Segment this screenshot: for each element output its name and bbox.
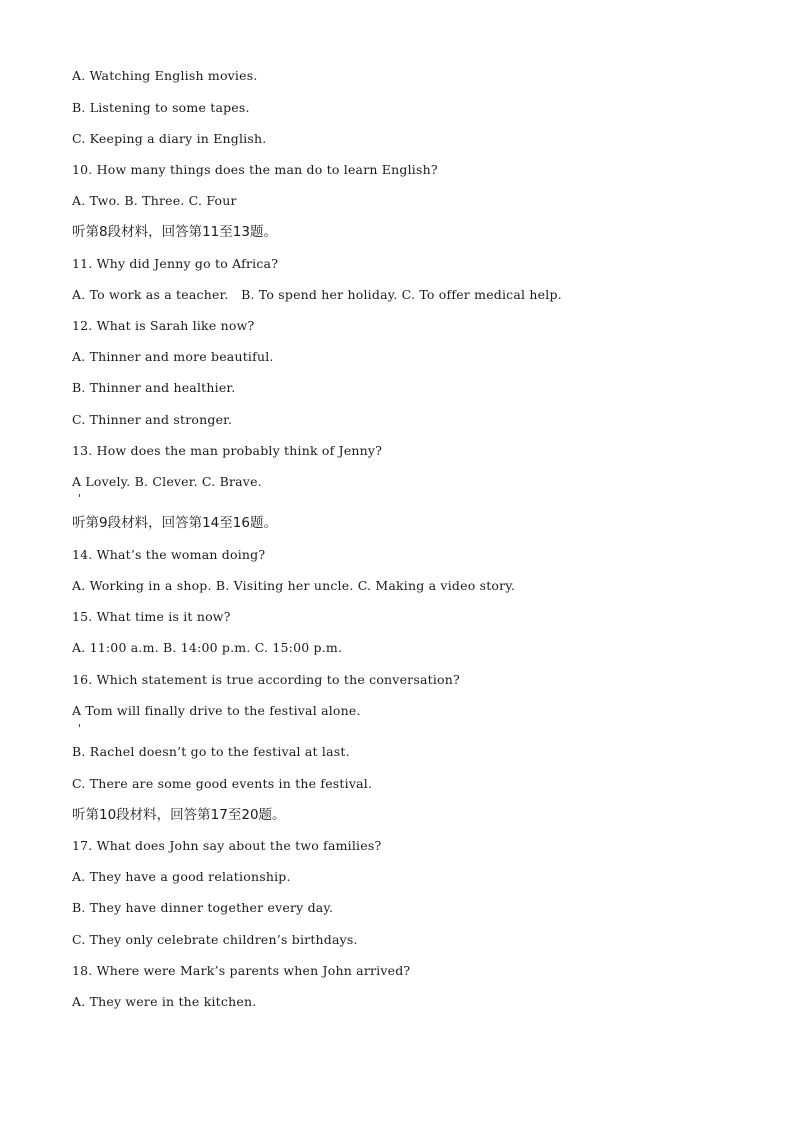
question-11: 11. Why did Jenny go to Africa? bbox=[72, 256, 279, 271]
options-14: A. Working in a shop. B. Visiting her uncle. C. Making a video story. bbox=[72, 578, 516, 593]
option-17a: A. They have a good relationship. bbox=[72, 869, 291, 884]
question-14: 14. What’s the woman doing? bbox=[72, 547, 266, 562]
option-18a: A. They were in the kitchen. bbox=[72, 994, 257, 1009]
option-12b: B. Thinner and healthier. bbox=[72, 380, 236, 395]
section-header-9: 听第9段材料，回答第14至16题。 bbox=[72, 515, 277, 531]
option-17b: B. They have dinner together every day. bbox=[72, 900, 334, 915]
options-13: A Lovely. B. Clever. C. Brave. bbox=[72, 474, 262, 489]
option-16b: B. Rachel doesn’t go to the festival at last. bbox=[72, 744, 350, 759]
option-12a: A. Thinner and more beautiful. bbox=[72, 349, 274, 364]
option-16a: A Tom will finally drive to the festival alone. bbox=[72, 703, 361, 718]
option-16c: C. There are some good events in the festival. bbox=[72, 776, 373, 791]
section-header-10: 听第10段材料，回答第17至20题。 bbox=[72, 807, 286, 823]
option-9c: C. Keeping a diary in English. bbox=[72, 131, 267, 146]
question-17: 17. What does John say about the two families? bbox=[72, 838, 382, 853]
section-header-8: 听第8段材料，回答第11至13题。 bbox=[72, 224, 277, 240]
question-18: 18. Where were Mark’s parents when John arrived? bbox=[72, 963, 411, 978]
option-17c: C. They only celebrate children’s birthdays. bbox=[72, 932, 358, 947]
question-10: 10. How many things does the man do to learn English? bbox=[72, 162, 438, 177]
question-13: 13. How does the man probably think of Jenny? bbox=[72, 443, 383, 458]
stray-mark bbox=[79, 724, 80, 727]
question-16: 16. Which statement is true according to the conversation? bbox=[72, 672, 460, 687]
question-12: 12. What is Sarah like now? bbox=[72, 318, 255, 333]
option-9a: A. Watching English movies. bbox=[72, 68, 258, 83]
options-11: A. To work as a teacher. B. To spend her holiday. C. To offer medical help. bbox=[72, 287, 562, 302]
options-15: A. 11:00 a.m. B. 14:00 p.m. C. 15:00 p.m. bbox=[72, 640, 343, 655]
option-9b: B. Listening to some tapes. bbox=[72, 100, 250, 115]
stray-mark bbox=[79, 494, 80, 497]
options-10: A. Two. B. Three. C. Four bbox=[72, 193, 237, 208]
option-12c: C. Thinner and stronger. bbox=[72, 412, 233, 427]
question-15: 15. What time is it now? bbox=[72, 609, 231, 624]
